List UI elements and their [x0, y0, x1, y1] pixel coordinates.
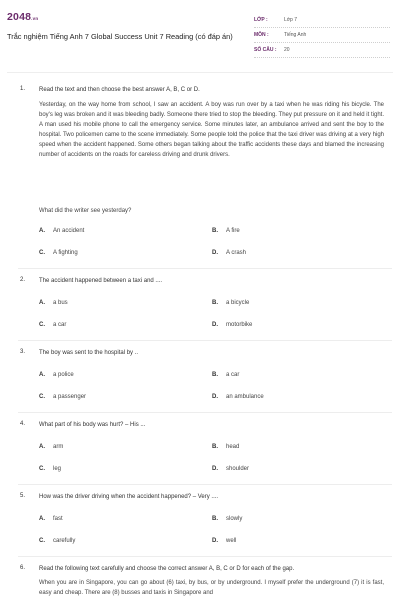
option-d[interactable]: D. A crash — [212, 250, 247, 256]
option-b[interactable]: B. a car — [212, 372, 240, 378]
quiz-meta — [254, 13, 390, 58]
option-b[interactable]: B. A fire — [212, 228, 240, 234]
meta-row-class — [254, 13, 390, 28]
question-prompt: The accident happened between a taxi and .... — [39, 278, 163, 284]
meta-row-count — [254, 43, 390, 58]
question-divider — [18, 556, 392, 557]
option-b[interactable]: B. head — [212, 444, 240, 450]
option-d[interactable]: D. motorbike — [212, 322, 253, 328]
question-prompt: Read the following text carefully and choose the correct answer A, B, C or D for each of the gap. — [39, 566, 295, 572]
question-prompt: Read the text and then choose the best answer A, B, C or D. — [39, 87, 200, 93]
option-d[interactable]: D. an ambulance — [212, 394, 264, 400]
header-divider — [7, 72, 393, 73]
option-c[interactable]: C. a passenger — [39, 394, 87, 400]
option-c[interactable]: C. a car — [39, 322, 67, 328]
option-d[interactable]: D. shoulder — [212, 466, 250, 472]
question-divider — [18, 484, 392, 485]
option-b[interactable]: B. slowly — [212, 516, 243, 522]
logo-suffix: .vn — [31, 16, 39, 21]
option-a[interactable]: A. fast — [39, 516, 63, 522]
meta-label: LỚP : — [254, 17, 268, 23]
question-prompt: How was the driver driving when the accident happened? – Very .... — [39, 494, 219, 500]
meta-value: Lớp 7 — [284, 17, 298, 23]
option-a[interactable]: A. a bus — [39, 300, 68, 306]
option-c[interactable]: C. leg — [39, 466, 62, 472]
reading-passage: When you are in Singapore, you can go about (6) taxi, by bus, or by underground. I myself prefer the underground (7) it is fast, easy and cheap. There are (8) busses and taxis in Singapore and — [39, 580, 384, 597]
reading-passage: Yesterday, on the way home from school, I saw an accident. A boy was run over by a taxi when he was riding his bicycle. The boy's leg was broken and it was bleeding badly. Someone there tried to stop the bleeding. They put pressure on it and held it tight. A man used his mobile phone to call the emergency service. Some minutes later, an ambulance arrived and sent the boy to the hospital. Two policemen came to the scene immediately. Some people told the police that the taxi driver was driving at a very high speed when the accident happened. Some others began talking about the traffic accidents these days and blamed the increasing number of accidents on the roads for careless driving and drunk drivers. — [39, 102, 384, 159]
meta-value: 20 — [284, 47, 290, 53]
question-subprompt: What did the writer see yesterday? — [39, 208, 132, 214]
question-divider — [18, 412, 392, 413]
site-logo[interactable] — [7, 11, 38, 23]
question-number: 6. — [20, 565, 26, 571]
question-divider — [18, 340, 392, 341]
meta-label: SỐ CÂU : — [254, 47, 277, 53]
meta-label: MÔN : — [254, 32, 269, 38]
logo-text: 2048 — [7, 11, 32, 23]
option-b[interactable]: B. a bicycle — [212, 300, 250, 306]
option-d[interactable]: D. well — [212, 538, 237, 544]
question-number: 2. — [20, 277, 26, 283]
option-c[interactable]: C. carefully — [39, 538, 76, 544]
question-divider — [18, 268, 392, 269]
option-a[interactable]: A. a police — [39, 372, 74, 378]
question-prompt: The boy was sent to the hospital by .. — [39, 350, 139, 356]
option-a[interactable]: A. An accident — [39, 228, 85, 234]
meta-value: Tiếng Anh — [284, 32, 307, 38]
question-number: 5. — [20, 493, 26, 499]
option-a[interactable]: A. arm — [39, 444, 64, 450]
page-title: Trắc nghiệm Tiếng Anh 7 Global Success Unit 7 Reading (có đáp án) — [7, 32, 233, 41]
question-number: 4. — [20, 421, 26, 427]
question-number: 3. — [20, 349, 26, 355]
meta-row-subject — [254, 28, 390, 43]
question-prompt: What part of his body was hurt? – His ... — [39, 422, 146, 428]
option-c[interactable]: C. A fighting — [39, 250, 78, 256]
question-number: 1. — [20, 86, 26, 92]
